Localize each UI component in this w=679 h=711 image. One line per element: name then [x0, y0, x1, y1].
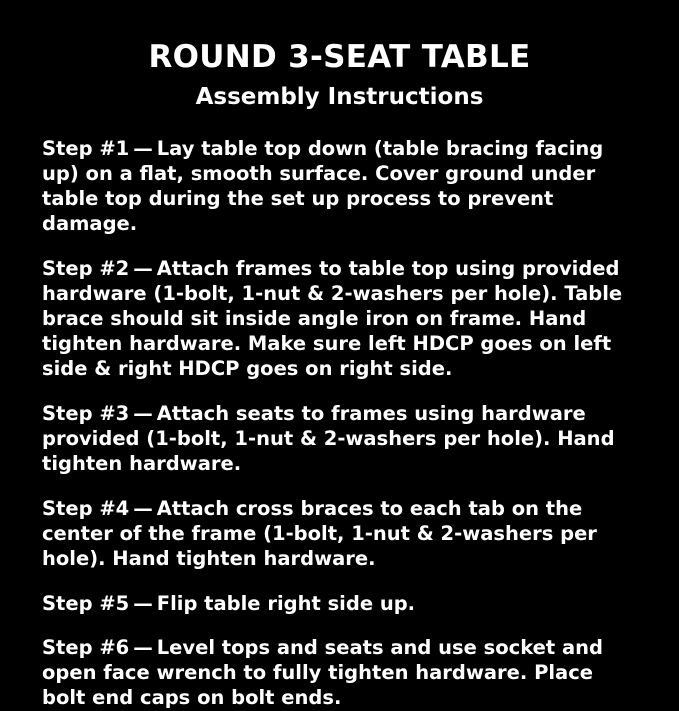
step-text: Lay table top down (table bracing facing up) on a flat, smooth surface. Cover ground under table top during the set up process to prevent damage. [42, 137, 604, 236]
step-dash: — [133, 591, 153, 615]
page-title: ROUND 3-SEAT TABLE [148, 39, 531, 75]
step-dash: — [133, 496, 153, 520]
list-item [42, 402, 637, 477]
list-item [42, 137, 637, 237]
step-label: Step #3 [42, 401, 130, 425]
page-subtitle: Assembly Instructions [195, 83, 484, 110]
step-text: Attach frames to table top using provided hardware (1-bolt, 1-nut & 2-washers per hole). Table brace should sit inside angle iron on frame. Hand tighten hardware. Make sure left HDCP goes on left side & right HDCP goes on right side. [42, 257, 623, 380]
step-dash: — [133, 257, 153, 281]
step-dash: — [133, 401, 153, 425]
step-text: Attach seats to frames using hardware provided (1-bolt, 1-nut & 2-washers per hole). Hand tighten hardware. [42, 401, 615, 475]
step-dash: — [133, 636, 153, 660]
step-label: Step #1 [42, 137, 130, 161]
step-label: Step #5 [42, 591, 130, 615]
list-item [42, 257, 637, 382]
step-text: Attach cross braces to each tab on the center of the frame (1-bolt, 1-nut & 2-washers per hole). Hand tighten hardware. [42, 496, 597, 570]
step-text: Level tops and seats and use socket and open face wrench to fully tighten hardware. Place bolt end caps on bolt ends. [42, 636, 604, 710]
list-item [42, 636, 637, 711]
step-label: Step #2 [42, 257, 130, 281]
steps-list [42, 137, 637, 711]
step-text: Flip table right side up. [156, 591, 416, 615]
list-item [42, 592, 637, 617]
step-label: Step #6 [42, 636, 130, 660]
step-dash: — [133, 137, 153, 161]
list-item [42, 497, 637, 572]
step-label: Step #4 [42, 496, 130, 520]
